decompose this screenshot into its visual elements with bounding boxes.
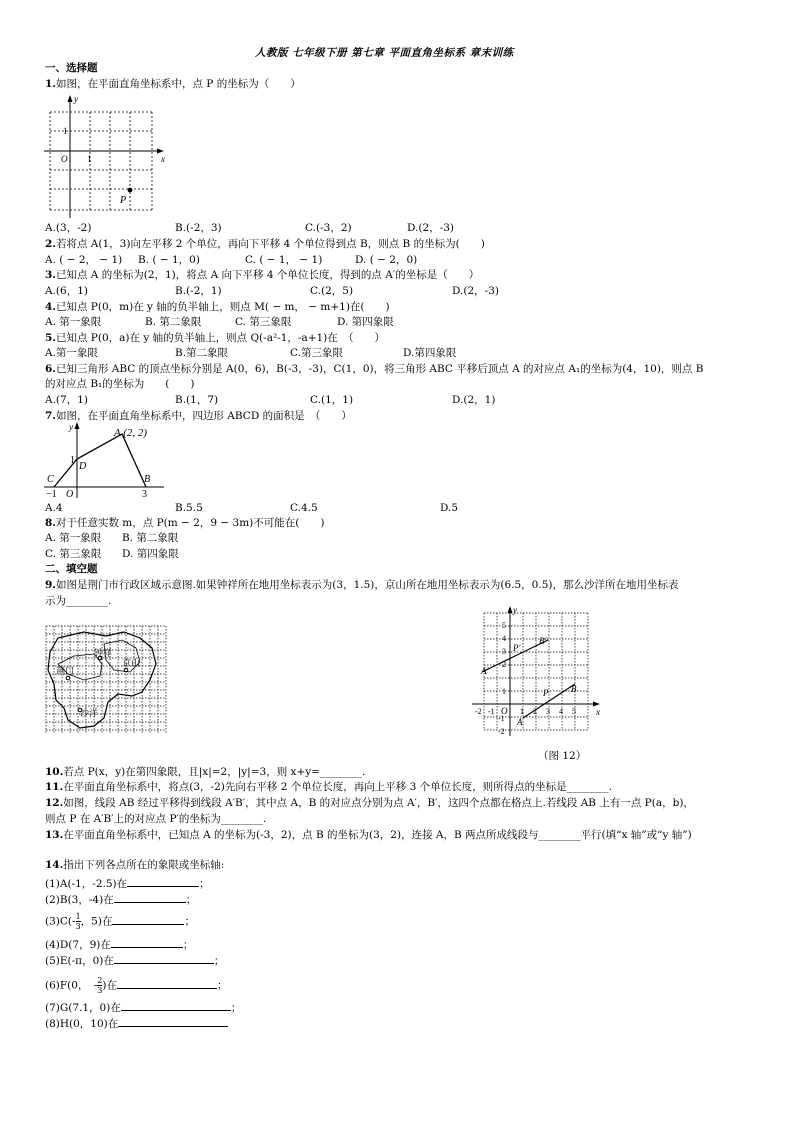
figure-12-translation [470, 604, 610, 739]
q3-option-d[interactable]: D.(2，-3) [452, 285, 499, 297]
q14-item-7: (7)G(7.1，0)在 ； [45, 1002, 242, 1014]
answer-blank[interactable] [118, 1016, 228, 1027]
x-axis-label: x [596, 707, 600, 717]
question-11: 11.在平面直角坐标系中，将点(3，-2)先向右平移 2 个单位长度，再向上平移 3 个单位长度，则所得点的坐标是________. [45, 781, 612, 793]
jingmen-label: 荆门 [56, 666, 75, 676]
shayang-label: 沙洋 [80, 708, 99, 718]
question-13-text: 在平面直角坐标系中，已知点 A 的坐标为(-3，2)，点 B 的坐标为(3，2)，连接 A，B 两点所成线段与________平行(填“x 轴”或“y 轴”) [63, 829, 692, 841]
question-4-text: 已知点 P(0，m)在 y 轴的负半轴上，则点 M( − m， − m+1)在( ) [55, 301, 390, 313]
point-b-label: B [144, 474, 151, 485]
q8-option-c[interactable]: C. 第三象限 [45, 548, 102, 560]
point-p1-label: P′ [513, 643, 521, 653]
answer-blank[interactable] [112, 914, 184, 925]
x-tick: 5 [572, 707, 576, 716]
answer-blank[interactable] [127, 876, 199, 887]
figure-q7-quadrilateral [42, 420, 167, 500]
y-tick-1: 1 [63, 126, 68, 136]
q14-item-6: (6)F(0， - $\frac{2}{3}$ )在 ； [45, 976, 228, 995]
question-4: 4.已知点 P(0，m)在 y 轴的负半轴上，则点 M( − m， − m+1)在( ) [45, 301, 390, 313]
q3-option-a[interactable]: A.(6，1) [45, 285, 88, 297]
figure-9-map [44, 624, 168, 736]
y-axis-label: y [74, 94, 78, 104]
question-3: 3.已知点 A 的坐标为(2，1)，将点 A 向下平移 4 个单位长度，得到的点 A′的坐标是（ ） [45, 269, 480, 281]
quadrilateral-abcd [54, 434, 146, 487]
question-6-text-cont: 的对应点 B₁的坐标为 ( ) [45, 378, 195, 390]
q5-option-a[interactable]: A.第一象限 [45, 347, 98, 359]
question-11-text: 在平面直角坐标系中，将点(3，-2)先向右平移 2 个单位长度，再向上平移 3 个单位长度，则所得点的坐标是________. [63, 781, 612, 793]
q2-option-c[interactable]: C. ( − 1， − 1) [245, 254, 323, 266]
origin-label: O [61, 154, 68, 164]
q1-option-d[interactable]: D.(2，-3) [407, 222, 454, 234]
y-tick: -2 [498, 727, 505, 736]
q8-option-b[interactable]: B. 第二象限 [122, 532, 179, 544]
q2-option-d[interactable]: D. ( − 2，0) [355, 254, 418, 266]
question-12: 12.如图，线段 AB 经过平移得到线段 A′B′，其中点 A，B 的对应点分别为点 A′，B′，这四个点都在格点上.若线段 AB 上有一点 P(a，b)， [45, 797, 694, 809]
y-axis-label: y [69, 422, 73, 432]
x-tick-3: 3 [142, 489, 147, 500]
question-9-text-cont: 示为________. [45, 595, 112, 607]
q6-option-c[interactable]: C.(1，1) [310, 394, 354, 406]
question-9-text: 如图是荆门市行政区域示意图.如果钟祥所在地用坐标表示为(3，1.5)，京山所在地用坐标表示为(6.5，0.5)，那么沙洋所在地用坐标表 [55, 579, 679, 591]
q5-option-d[interactable]: D.第四象限 [403, 347, 457, 359]
question-9: 9.如图是荆门市行政区域示意图.如果钟祥所在地用坐标表示为(3，1.5)，京山所在地用坐标表示为(6.5，0.5)，那么沙洋所在地用坐标表 [45, 579, 679, 591]
question-7-text: 如图，在平面直角坐标系中，四边形 ABCD 的面积是 （ ） [55, 410, 352, 422]
question-13: 13.在平面直角坐标系中，已知点 A 的坐标为(-3，2)，点 B 的坐标为(3，2)，连接 A，B 两点所成线段与________平行(填“x 轴”或“y 轴”) [45, 829, 692, 841]
question-10-text: 若点 P(x，y)在第四象限，且|x|=2，|y|=3，则 x+y=________. [63, 766, 366, 778]
q2-option-a[interactable]: A. ( − 2， − 1) [45, 254, 123, 266]
question-7: 7.如图，在平面直角坐标系中，四边形 ABCD 的面积是 （ ） [45, 410, 352, 422]
q4-option-c[interactable]: C. 第三象限 [235, 316, 292, 328]
q4-option-a[interactable]: A. 第一象限 [45, 316, 102, 328]
answer-blank[interactable] [111, 937, 183, 948]
jingmen-marker [66, 676, 70, 680]
origin-label: O [66, 489, 74, 500]
x-tick: -1 [488, 707, 495, 716]
q8-option-d[interactable]: D. 第四象限 [122, 548, 179, 560]
point-c-label: C [47, 474, 54, 485]
q14-item-8: (8)H(0，10)在 [45, 1016, 228, 1030]
section-choice-heading: 一、选择题 [45, 62, 98, 74]
zhongxiang-label: 钟祥 [94, 648, 113, 658]
x-tick: 2 [533, 707, 537, 716]
answer-blank[interactable] [117, 978, 217, 989]
q14-item-3: (3)C(- $\frac{1}{3}$ ，5)在 ； [45, 912, 195, 931]
answer-blank[interactable] [114, 892, 186, 903]
question-1-text: 如图，在平面直角坐标系中，点 P 的坐标为（ ） [55, 78, 301, 90]
x-tick: -2 [475, 707, 482, 716]
q7-option-a[interactable]: A.4 [45, 502, 63, 514]
q2-option-b[interactable]: B. ( − 1，0) [138, 254, 200, 266]
point-d-label: D [79, 461, 87, 472]
y-tick-1: 1 [70, 455, 75, 466]
q14-item-2: (2)B(3，-4)在 ； [45, 894, 197, 906]
q7-option-b[interactable]: B.5.5 [175, 502, 203, 514]
question-6-text: 已知三角形 ABC 的顶点坐标分别是 A(0，6)，B(-3，-3)，C(1，0)，将三角形 ABC 平移后顶点 A 的对应点 A₁的坐标为(4，10)，则点 B [55, 363, 704, 375]
question-8-text: 对于任意实数 m，点 P(m − 2，9 − 3m)不可能在( ) [55, 517, 325, 529]
answer-blank[interactable] [121, 1000, 231, 1011]
point-p-label: P [120, 195, 127, 206]
x-tick-1: 1 [87, 154, 92, 164]
q3-option-b[interactable]: B.(-2，1) [175, 285, 222, 297]
x-tick-neg1: −1 [46, 489, 57, 500]
y-tick: 1 [502, 687, 506, 696]
point-p-label: P [543, 688, 549, 698]
question-14: 14.指出下列各点所在的象限或坐标轴: [45, 859, 225, 871]
y-tick: 3 [502, 647, 506, 656]
q7-option-c[interactable]: C.4.5 [290, 502, 318, 514]
q1-option-b[interactable]: B.(-2，3) [175, 222, 222, 234]
point-b-label: B [571, 684, 577, 694]
question-2: 2.若将点 A(1，3)向左平移 2 个单位，再向下平移 4 个单位得到点 B，则点 B 的坐标为( ) [45, 238, 485, 250]
answer-blank[interactable] [114, 953, 214, 964]
x-axis-label: x [161, 154, 165, 164]
q14-item-5: (5)E(-π，0)在 ； [45, 955, 225, 967]
point-b1-label: B′ [539, 636, 547, 646]
question-3-text: 已知点 A 的坐标为(2，1)，将点 A 向下平移 4 个单位长度，得到的点 A′的坐标是（ ） [55, 269, 480, 281]
question-10: 10.若点 P(x，y)在第四象限，且|x|=2，|y|=3，则 x+y=________. [45, 766, 366, 778]
y-axis-label: y [513, 605, 517, 615]
section-fill-heading: 二、填空题 [45, 563, 98, 575]
q14-item-4: (4)D(7，9)在 ； [45, 939, 194, 951]
q6-option-d[interactable]: D.(2，1) [452, 394, 496, 406]
point-a-label: A (2, 2) [114, 427, 148, 439]
q14-item-1: (1)A(-1，-2.5)在 ； [45, 878, 210, 890]
y-tick: 2 [502, 660, 506, 669]
question-1: 1.如图，在平面直角坐标系中，点 P 的坐标为（ ） [45, 78, 301, 90]
question-8: 8.对于任意实数 m，点 P(m − 2，9 − 3m)不可能在( ) [45, 517, 325, 529]
q8-option-a[interactable]: A. 第一象限 [45, 532, 102, 544]
point-p [128, 188, 133, 193]
question-14-text: 指出下列各点所在的象限或坐标轴: [63, 859, 225, 871]
fraction: $\frac{2}{3}$ [97, 976, 103, 995]
q5-option-c[interactable]: C.第三象限 [290, 347, 343, 359]
q4-option-b[interactable]: B. 第二象限 [145, 316, 202, 328]
x-tick: 3 [546, 707, 550, 716]
y-tick: -1 [498, 714, 505, 723]
fraction: $\frac{1}{3}$ [75, 912, 81, 931]
y-tick: 5 [502, 621, 506, 630]
origin-label: O [501, 706, 508, 716]
point-a1-label: A′ [481, 666, 489, 676]
question-12-text: 如图，线段 AB 经过平移得到线段 A′B′，其中点 A，B 的对应点分别为点 A′，B′，这四个点都在格点上.若线段 AB 上有一点 P(a，b)， [63, 797, 694, 809]
point-a-label: A [517, 717, 523, 727]
q1-option-a[interactable]: A.(3，-2) [45, 222, 92, 234]
jingshan-label: 京山 [122, 658, 141, 668]
figure-12-caption: （图 12） [538, 750, 587, 762]
question-12-text-cont: 则点 P 在 A′B′上的对应点 P′的坐标为________. [45, 813, 267, 825]
y-tick: 4 [502, 634, 506, 643]
x-tick: 1 [520, 707, 524, 716]
question-5: 5.已知点 P(0，a)在 y 轴的负半轴上，则点 Q(-a²-1，-a+1)在 （ ） [45, 332, 386, 344]
q3-option-c[interactable]: C.(2，5) [310, 285, 354, 297]
q7-option-d[interactable]: D.5 [440, 502, 459, 514]
q6-option-b[interactable]: B.(1，7) [175, 394, 219, 406]
q4-option-d[interactable]: D. 第四象限 [337, 316, 394, 328]
figure-q1-coordinate-grid [42, 92, 172, 220]
x-tick: 4 [559, 707, 563, 716]
question-5-text: 已知点 P(0，a)在 y 轴的负半轴上，则点 Q(-a²-1，-a+1)在 （ ） [55, 332, 386, 344]
question-2-text: 若将点 A(1，3)向左平移 2 个单位，再向下平移 4 个单位得到点 B，则点 B 的坐标为( ) [55, 238, 485, 250]
q6-option-a[interactable]: A.(7，1) [45, 394, 88, 406]
page-title: 人教版 七年级下册 第七章 平面直角坐标系 章末训练 [255, 47, 514, 59]
q5-option-b[interactable]: B.第二象限 [175, 347, 229, 359]
question-6: 6.已知三角形 ABC 的顶点坐标分别是 A(0，6)，B(-3，-3)，C(1，0)，将三角形 ABC 平移后顶点 A 的对应点 A₁的坐标为(4，10)，则点 B [45, 363, 704, 375]
q1-option-c[interactable]: C.(-3，2) [305, 222, 352, 234]
